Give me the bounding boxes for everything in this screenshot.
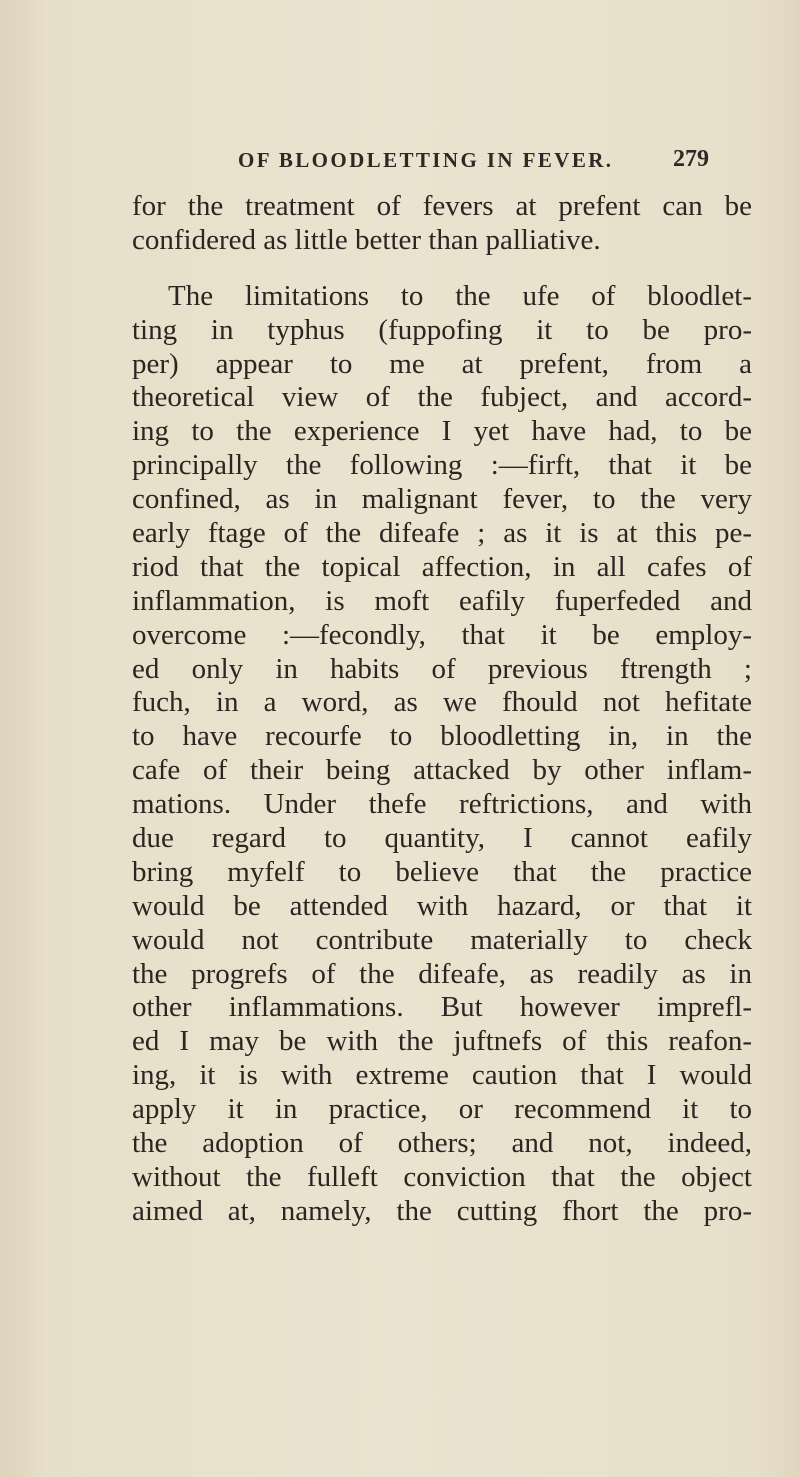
text-line: riod that the topical affection, in all cafes of [132,550,752,583]
text-line: overcome :—fecondly, that it be employ- [132,618,752,651]
text-line: for the treatment of fevers at prefent can be [132,190,752,222]
text-line: early ftage of the difeafe ; as it is at this pe- [132,517,752,550]
text-line: per) appear to me at prefent, from a [132,347,752,380]
body-text [132,190,752,1229]
text-line: without the fulleft conviction that the object [132,1160,752,1193]
text-line: to have recourfe to bloodletting in, in the [132,720,752,753]
text-line: ed only in habits of previous ftrength ; [132,652,752,685]
text-line: theoretical view of the fubject, and accord- [132,381,752,414]
text-line: fuch, in a word, as we fhould not hefitate [132,686,752,719]
page-number: 279 [673,146,709,172]
running-title: OF BLOODLETTING IN FEVER. [238,148,614,172]
text-line: confined, as in malignant fever, to the very [132,483,752,516]
text-line: mations. Under thefe reftrictions, and with [132,788,752,821]
text-line: cafe of their being attacked by other inflam- [132,754,752,787]
text-line: the adoption of others; and not, indeed, [132,1127,752,1160]
running-head [238,148,758,178]
text-line: other inflammations. But however imprefl- [132,991,752,1024]
text-line: inflammation, is moft eafily fuperfeded and [132,584,752,617]
text-line: ed I may be with the juftnefs of this reafon- [132,1025,752,1058]
text-line: would be attended with hazard, or that it [132,889,752,922]
text-line: the progrefs of the difeafe, as readily as in [132,957,752,990]
text-line: ting in typhus (fuppofing it to be pro- [132,313,752,346]
text-line: would not contribute materially to check [132,923,752,956]
text-line: ing, it is with extreme caution that I would [132,1059,752,1092]
text-line: The limitations to the ufe of bloodlet- [168,279,752,312]
text-line: confidered as little better than palliative. [132,223,601,256]
text-line: bring myfelf to believe that the practice [132,855,752,888]
text-line: apply it in practice, or recommend it to [132,1093,752,1126]
text-line: principally the following :—firft, that it be [132,449,752,482]
text-line: aimed at, namely, the cutting fhort the pro- [132,1194,752,1227]
text-line: due regard to quantity, I cannot eafily [132,822,752,855]
text-line: ing to the experience I yet have had, to be [132,415,752,448]
